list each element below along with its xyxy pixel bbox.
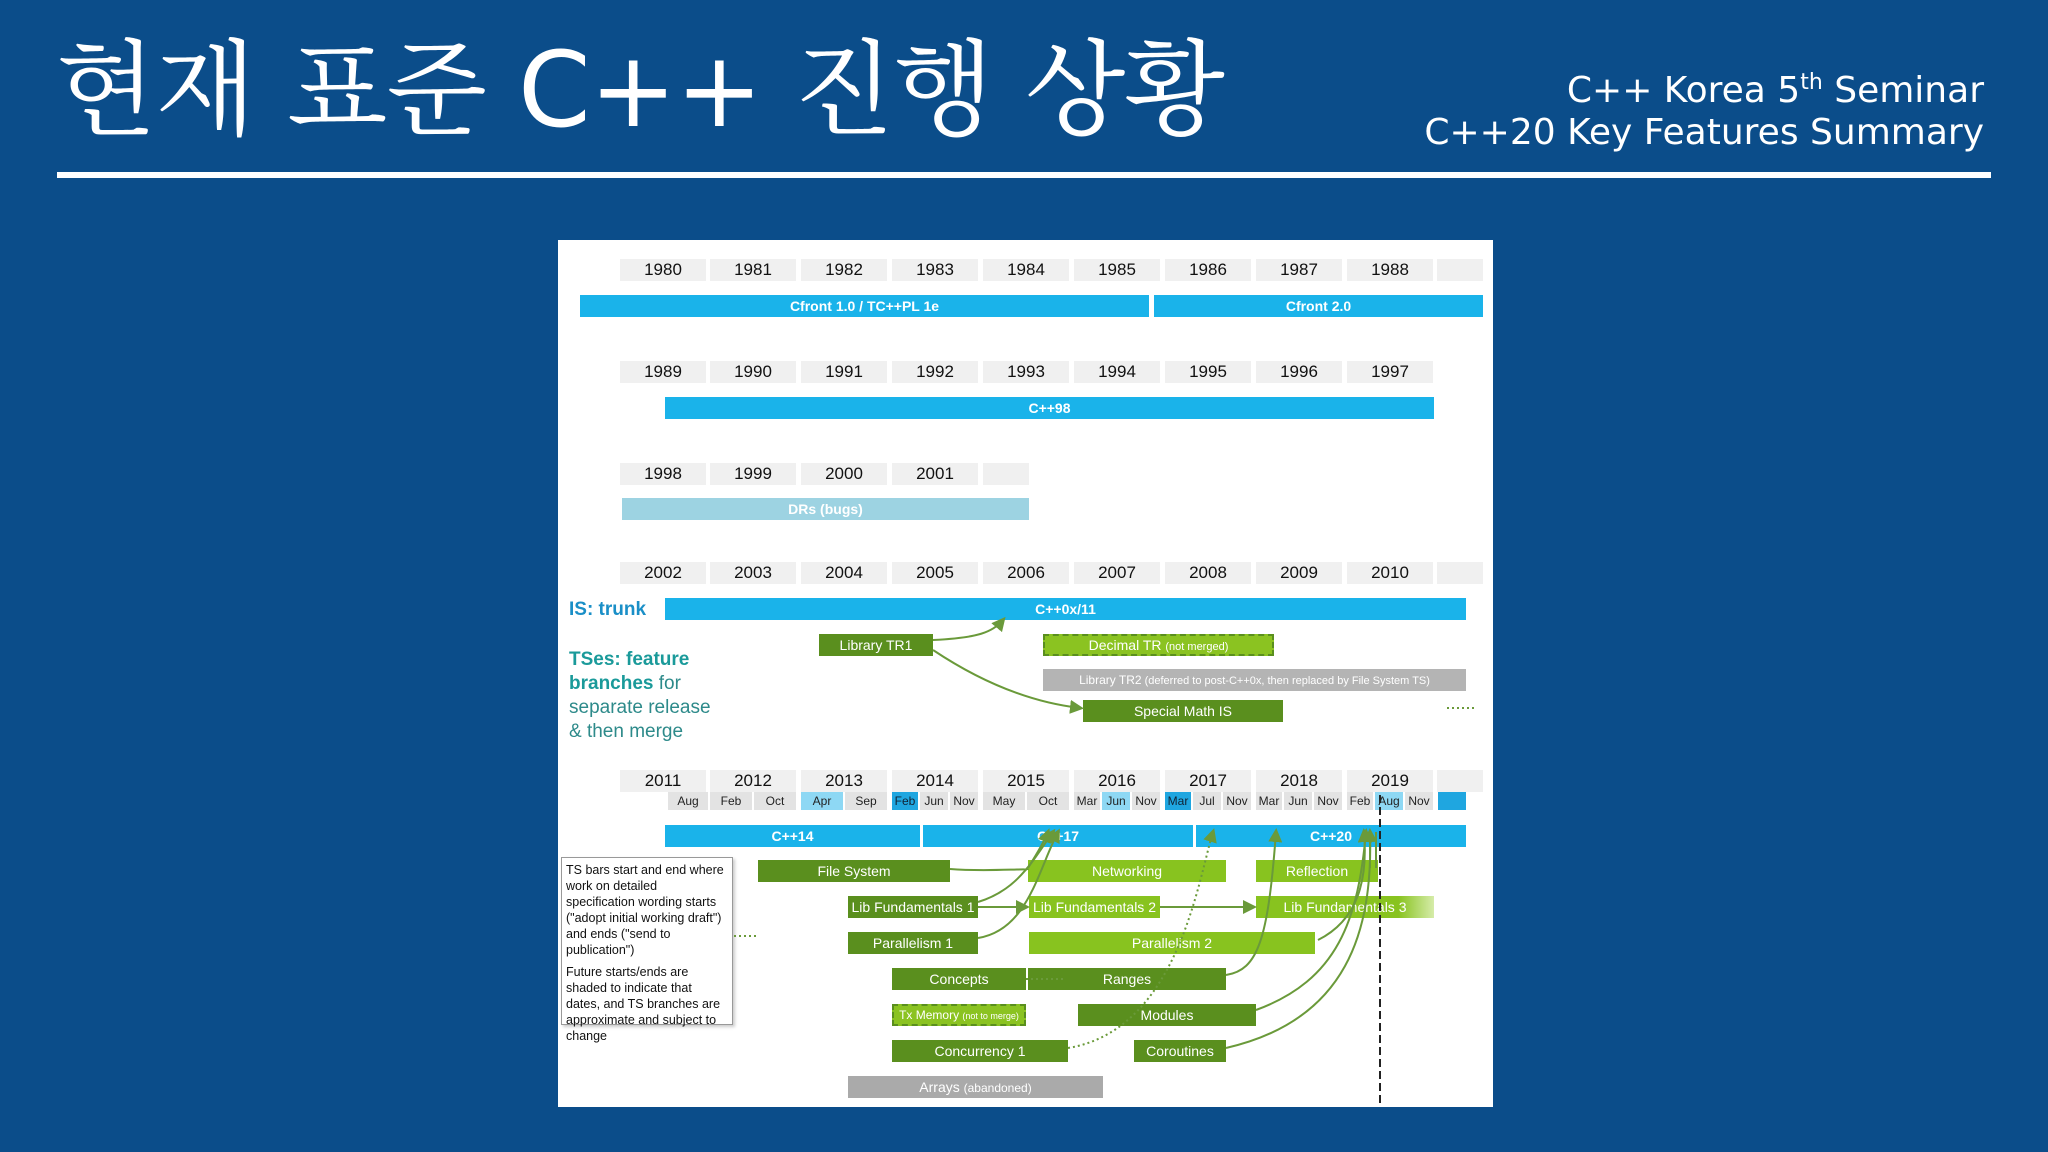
ts-tx-memory-label: Tx Memory [899,1008,960,1022]
ts-networking: Networking [1028,860,1226,882]
year-cell: 1999 [710,463,796,485]
arrow-ranges-to-cpp20 [1226,832,1276,975]
month-cell: Nov [1132,792,1160,810]
ts-lib-fundamentals-2: Lib Fundamentals 2 [1029,896,1160,918]
slide-subtitle [1424,62,1984,154]
month-cell: Feb [1347,792,1373,810]
arrow-concurrency-to-cpp20 [1068,832,1213,1048]
bar-cpp0x11: C++0x/11 [665,598,1466,620]
year-cell: 1995 [1165,361,1251,383]
month-cell: Mar [1074,792,1100,810]
ts-library-tr1: Library TR1 [819,634,933,656]
bar-cpp20: C++20 [1196,825,1466,847]
month-cell: Nov [1405,792,1433,810]
arrow-coroutines-to-cpp20 [1226,832,1370,1048]
year-cell: 2019 [1347,770,1433,792]
subtitle-sup: th [1800,70,1823,95]
month-cell: Mar [1256,792,1282,810]
year-cell: 1991 [801,361,887,383]
arrow-fs-to-cpp17 [950,869,1028,870]
ts-reflection: Reflection [1256,860,1378,882]
connector-arrows [558,240,1493,1107]
month-cell: Sep [845,792,887,810]
bar-cpp98: C++98 [665,397,1434,419]
arrow-tr1-to-cpp0x [933,620,1003,640]
timeline-diagram [558,240,1493,1107]
ts-description-rest: for [653,673,681,694]
subtitle-post: Seminar [1822,70,1984,111]
year-cell: 1997 [1347,361,1433,383]
month-cell: Nov [1314,792,1342,810]
year-cell: 2011 [620,770,706,792]
year-cell: 1992 [892,361,978,383]
subtitle-line-1 [1424,62,1984,112]
ts-file-system: File System [758,860,950,882]
year-cell: 1998 [620,463,706,485]
bar-cpp17: C++17 [923,825,1193,847]
ts-description-bold: TSes: feature branches [569,649,690,694]
year-cell: 2012 [710,770,796,792]
year-cell: 2010 [1347,562,1433,584]
arrow-modules-to-cpp20 [1256,832,1366,1010]
year-cell: 1996 [1256,361,1342,383]
year-cell: 2006 [983,562,1069,584]
month-cell: Aug [668,792,708,810]
year-cell: 1981 [710,259,796,281]
month-cell: Oct [1027,792,1069,810]
year-cell: 2008 [1165,562,1251,584]
bar-cfront2: Cfront 2.0 [1154,295,1483,317]
arrow-par1-to-cpp17 [978,832,1058,938]
ts-library-tr2-note: (deferred to post-C++0x, then replaced by File System TS) [1144,675,1430,687]
ts-parallelism-1: Parallelism 1 [848,932,978,954]
month-cell: Nov [1223,792,1251,810]
month-cell: Nov [950,792,978,810]
year-cell: 2009 [1256,562,1342,584]
month-cell: Mar [1165,792,1191,810]
is-trunk-label: IS: trunk [569,599,647,620]
year-cell: 1982 [801,259,887,281]
ts-concepts: Concepts [892,968,1026,990]
year-cell: 2005 [892,562,978,584]
year-cell: 2007 [1074,562,1160,584]
year-cell: 2004 [801,562,887,584]
year-cell: 2000 [801,463,887,485]
year-cell: 1989 [620,361,706,383]
ts-description-rest: separate release [569,697,711,718]
year-cell: 2017 [1165,770,1251,792]
year-cell: 1980 [620,259,706,281]
ts-tx-memory-note: (not to merge) [962,1011,1019,1021]
year-cell: 1994 [1074,361,1160,383]
year-cell: 1987 [1256,259,1342,281]
month-cell: Feb [710,792,752,810]
year-cell: 1986 [1165,259,1251,281]
ts-decimal-tr-note: (not merged) [1165,641,1229,653]
subtitle-pre: C++ Korea 5 [1566,70,1801,111]
ts-special-math: Special Math IS [1083,700,1283,722]
legend-note-p1: TS bars start and end where work on detailed specification wording starts ("adopt initial working draft") and ends ("send to publication") [566,863,724,957]
slide-title: 현재 표준 C++ 진행 상황 [56,29,1224,151]
ts-parallelism-2: Parallelism 2 [1029,932,1315,954]
ts-modules: Modules [1078,1004,1256,1026]
year-cell: 1988 [1347,259,1433,281]
ts-lib-fundamentals-3: Lib Fundamentals 3 [1256,896,1434,918]
ts-lib-fundamentals-1: Lib Fundamentals 1 [848,896,978,918]
month-cell: Oct [754,792,796,810]
ts-concurrency-1: Concurrency 1 [892,1040,1068,1062]
year-cell: 2016 [1074,770,1160,792]
year-cell: 2003 [710,562,796,584]
year-cell: 2014 [892,770,978,792]
month-cell: Jun [1284,792,1312,810]
subtitle-line-2: C++20 Key Features Summary [1424,112,1984,153]
ts-library-tr2-label: Library TR2 [1079,673,1142,687]
title-rule [57,172,1991,178]
month-cell: May [983,792,1025,810]
ts-arrays-label: Arrays [919,1079,960,1095]
year-cell: 2018 [1256,770,1342,792]
arrow-tr1-to-special-math [933,650,1080,708]
month-cell: Apr [801,792,843,810]
month-cell: Jun [920,792,948,810]
ts-ranges: Ranges [1028,968,1226,990]
bar-cfront1: Cfront 1.0 / TC++PL 1e [580,295,1149,317]
year-cell: 1990 [710,361,796,383]
ts-description-rest: & then merge [569,721,684,742]
year-cell: 2001 [892,463,978,485]
year-cell: 1984 [983,259,1069,281]
year-cell: 1985 [1074,259,1160,281]
bar-cpp14: C++14 [665,825,920,847]
year-cell: 1983 [892,259,978,281]
year-cell: 1993 [983,361,1069,383]
month-cell: Feb [892,792,918,810]
year-cell: 2013 [801,770,887,792]
ts-arrays-note: (abandoned) [963,1081,1032,1095]
year-cell: 2002 [620,562,706,584]
ts-decimal-tr-label: Decimal TR [1088,637,1162,653]
month-cell: Jul [1193,792,1221,810]
ts-coroutines: Coroutines [1134,1040,1226,1062]
month-cell: Jun [1102,792,1130,810]
legend-note-p2: Future starts/ends are shaded to indicate that dates, and TS branches are approximate and subject to change [566,965,721,1043]
bar-drs: DRs (bugs) [622,498,1029,520]
month-cell: Aug [1375,792,1403,810]
year-cell: 2015 [983,770,1069,792]
